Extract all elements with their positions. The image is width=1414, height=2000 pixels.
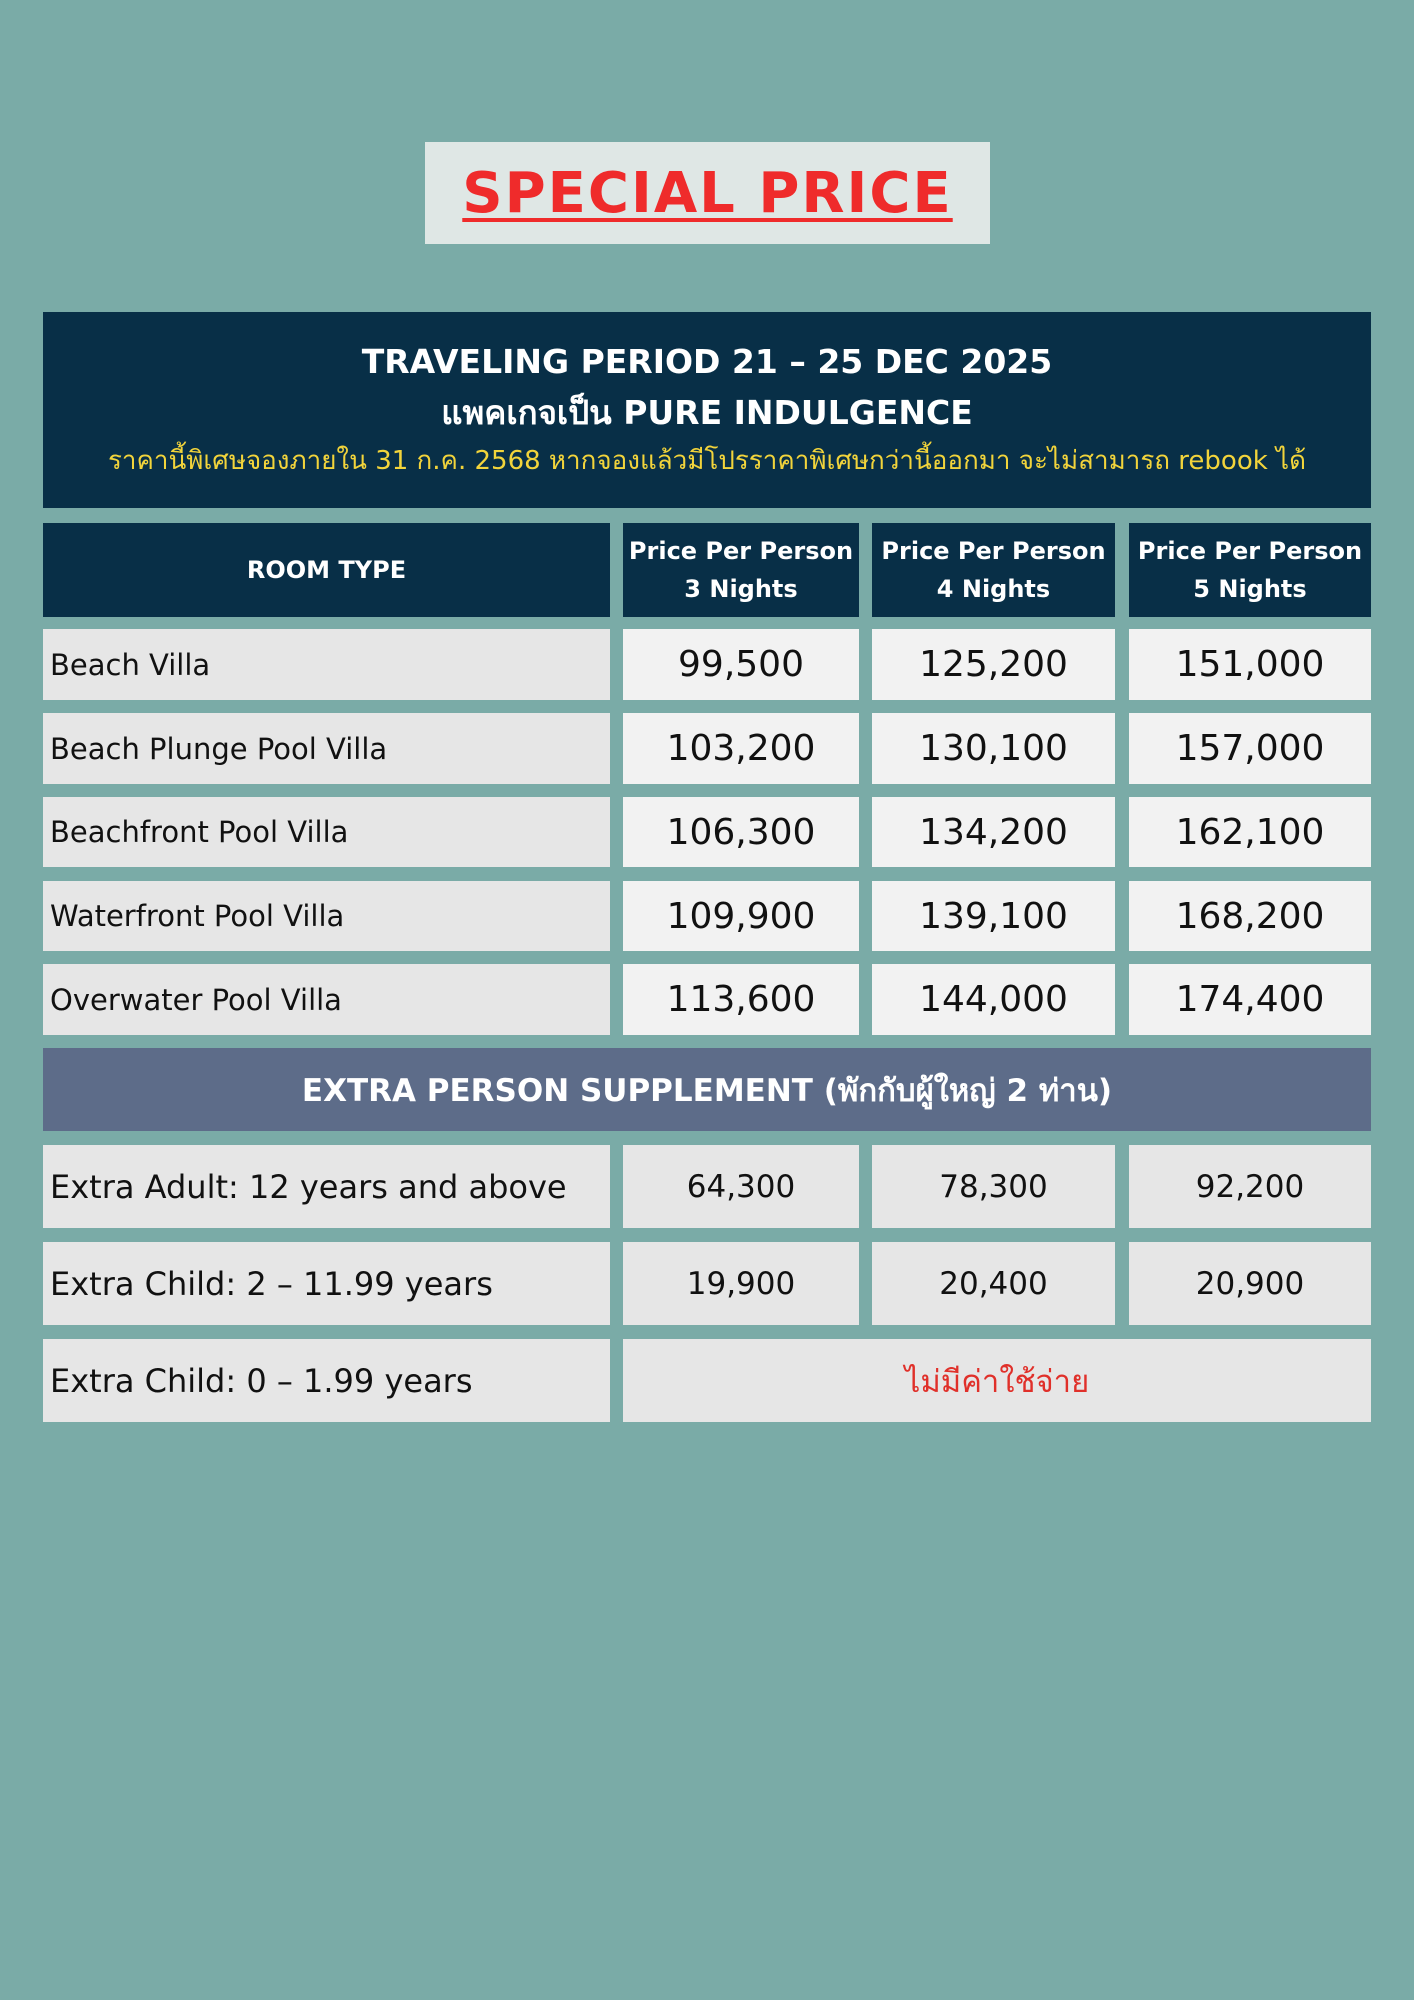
price-5-nights: 157,000	[1129, 713, 1371, 784]
header-5-nights	[1129, 523, 1371, 617]
travel-period: TRAVELING PERIOD 21 – 25 DEC 2025	[361, 342, 1053, 381]
extra-price-4-nights: 78,300	[872, 1145, 1115, 1228]
extra-row-label: Extra Child: 2 – 11.99 years	[43, 1242, 610, 1325]
package-name: แพคเกจเป็น PURE INDULGENCE	[441, 393, 973, 432]
table-row-room: Beachfront Pool Villa	[43, 797, 610, 867]
price-5-nights: 168,200	[1129, 881, 1371, 951]
booking-note: ราคานี้พิเศษจองภายใน 31 ก.ค. 2568 หากจองแล้วมีโปรราคาพิเศษกว่านี้ออกมา จะไม่สามารถ rebook ได้	[107, 446, 1307, 476]
header-room-type	[43, 523, 610, 617]
price-5-nights: 151,000	[1129, 629, 1371, 700]
price-3-nights: 103,200	[623, 713, 859, 784]
table-row-room: Beach Plunge Pool Villa	[43, 713, 610, 784]
extra-price-5-nights: 20,900	[1129, 1242, 1371, 1325]
period-banner	[43, 312, 1371, 508]
extra-person-banner: EXTRA PERSON SUPPLEMENT (พักกับผู้ใหญ่ 2 ท่าน)	[43, 1048, 1371, 1131]
header-5-nights-line1: Price Per Person	[1137, 537, 1363, 565]
price-5-nights: 174,400	[1129, 964, 1371, 1035]
price-3-nights: 109,900	[623, 881, 859, 951]
extra-price-3-nights: 64,300	[623, 1145, 859, 1228]
header-4-nights-line1: Price Per Person	[881, 537, 1106, 565]
title-box	[425, 142, 990, 244]
table-row-room: Overwater Pool Villa	[43, 964, 610, 1035]
extra-price-3-nights: 19,900	[623, 1242, 859, 1325]
page-title: SPECIAL PRICE	[462, 160, 953, 226]
extra-price-5-nights: 92,200	[1129, 1145, 1371, 1228]
header-4-nights	[872, 523, 1115, 617]
extra-row-label: Extra Adult: 12 years and above	[43, 1145, 610, 1228]
extra-price-4-nights: 20,400	[872, 1242, 1115, 1325]
infant-row-label: Extra Child: 0 – 1.99 years	[43, 1339, 610, 1422]
price-3-nights: 113,600	[623, 964, 859, 1035]
header-3-nights-line1: Price Per Person	[628, 537, 854, 565]
price-3-nights: 106,300	[623, 797, 859, 867]
price-4-nights: 125,200	[872, 629, 1115, 700]
infant-free-note: ไม่มีค่าใช้จ่าย	[623, 1339, 1371, 1422]
price-4-nights: 134,200	[872, 797, 1115, 867]
header-5-nights-line2: 5 Nights	[1193, 575, 1307, 603]
header-3-nights	[623, 523, 859, 617]
header-room-type-label: ROOM TYPE	[246, 556, 407, 584]
table-row-room: Beach Villa	[43, 629, 610, 700]
table-row-room: Waterfront Pool Villa	[43, 881, 610, 951]
header-3-nights-line2: 3 Nights	[684, 575, 798, 603]
price-5-nights: 162,100	[1129, 797, 1371, 867]
price-4-nights: 130,100	[872, 713, 1115, 784]
price-4-nights: 144,000	[872, 964, 1115, 1035]
price-3-nights: 99,500	[623, 629, 859, 700]
header-4-nights-line2: 4 Nights	[936, 575, 1051, 603]
price-4-nights: 139,100	[872, 881, 1115, 951]
